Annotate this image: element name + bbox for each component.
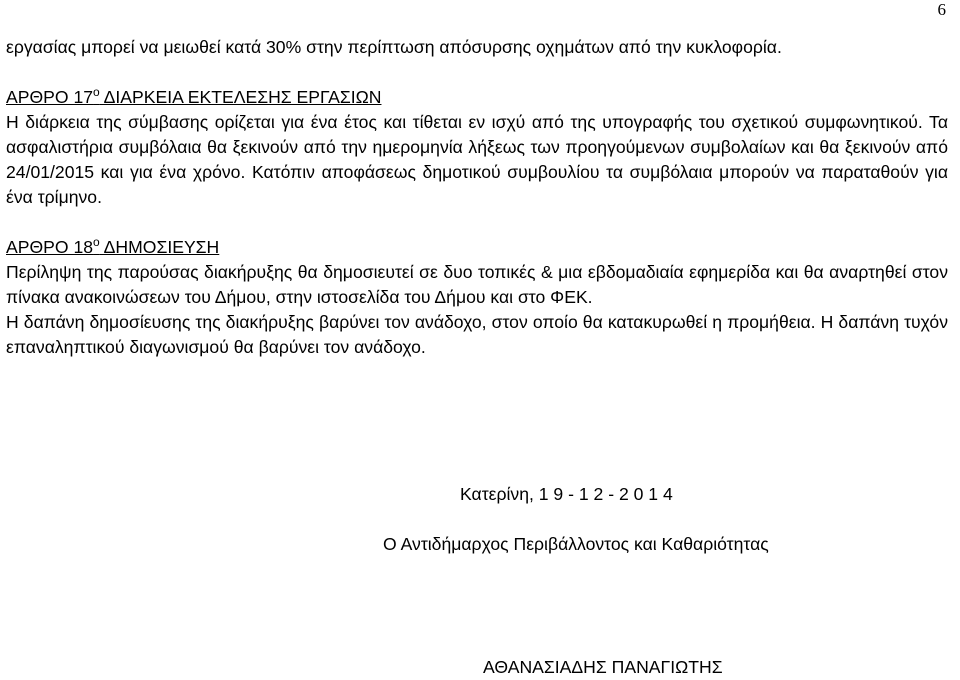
article-17-ordinal: ο bbox=[93, 85, 100, 100]
signature-place-date: Κατερίνη, 1 9 - 1 2 - 2 0 1 4 bbox=[460, 484, 673, 504]
article-17-body: Η διάρκεια της σύμβασης ορίζεται για ένα έτος και τίθεται εν ισχύ από της υπογραφής του σχετικού συμφωνητικού. Τα ασφαλιστήρια συμβόλαια θα ξεκινούν από την ημερομηνία λήξεως των προηγούμενων συμβολαίων και θα ξεκινούν από 24/01/2015 και για ένα χρόνο. Κατόπιν αποφάσεως δημοτικού συμβουλίου τα συμβόλαια μπορούν να παραταθούν για ένα τρίμηνο. bbox=[6, 112, 948, 207]
article-17-heading-title: ΔΙΑΡΚΕΙΑ ΕΚΤΕΛΕΣΗΣ ΕΡΓΑΣΙΩΝ bbox=[99, 87, 382, 107]
article-17-heading-prefix: ΑΡΘΡΟ 17 bbox=[6, 87, 94, 107]
article-18-body-2: Η δαπάνη δημοσίευσης της διακήρυξης βαρύνει τον ανάδοχο, στον οποίο θα κατακυρωθεί η προμήθεια. Η δαπάνη τυχόν επαναληπτικού διαγωνισμού θα βαρύνει τον ανάδοχο. bbox=[6, 312, 948, 357]
article-18-body-1: Περίληψη της παρούσας διακήρυξης θα δημοσιευτεί σε δυο τοπικές & μια εβδομαδιαία εφημερίδα και θα αναρτηθεί στον πίνακα ανακοινώσεων του Δήμου, στην ιστοσελίδα του Δήμου και στο ΦΕΚ. bbox=[6, 262, 948, 307]
signature-title: Ο Αντιδήμαρχος Περιβάλλοντος και Καθαριότητας bbox=[383, 534, 769, 554]
spacer bbox=[6, 60, 948, 85]
article-18-heading-title: ΔΗΜΟΣΙΕΥΣΗ bbox=[99, 237, 220, 257]
document-body bbox=[6, 35, 948, 360]
signature-name: ΑΘΑΝΑΣΙΑΔΗΣ ΠΑΝΑΓΙΩΤΗΣ bbox=[483, 657, 723, 677]
spacer bbox=[6, 210, 948, 235]
article-17-heading bbox=[6, 85, 948, 110]
page-number: 6 bbox=[937, 0, 946, 19]
article-18-heading bbox=[6, 235, 948, 260]
intro-paragraph: εργασίας μπορεί να μειωθεί κατά 30% στην περίπτωση απόσυρσης οχημάτων από την κυκλοφορία. bbox=[6, 37, 782, 57]
article-18-heading-prefix: ΑΡΘΡΟ 18 bbox=[6, 237, 94, 257]
article-18-ordinal: ο bbox=[93, 235, 100, 250]
